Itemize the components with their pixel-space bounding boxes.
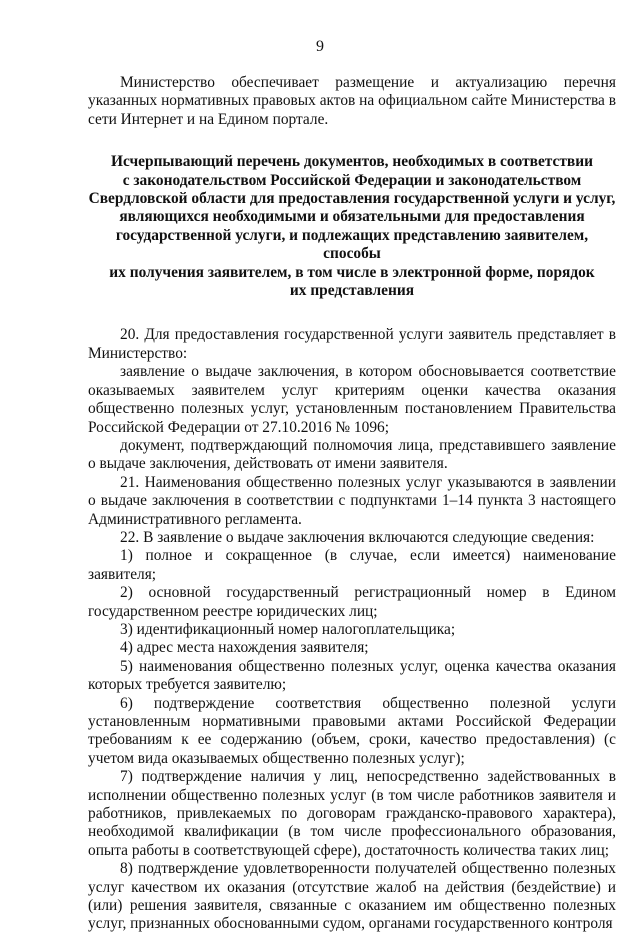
list-item-5: 5) наименования общественно полезных услуг, оценка качества оказания которых требуется заявителю; <box>88 657 616 694</box>
intro-paragraph: Министерство обеспечивает размещение и актуализацию перечня указанных нормативных правовых актов на официальном сайте Министерства в сети Интернет и на Едином портале. <box>88 74 616 128</box>
heading-line: с законодательством Российской Федерации и законодательством <box>122 171 582 189</box>
paragraph-item-20: 20. Для предоставления государственной услуги заявитель представляет в Министерство: <box>88 326 616 362</box>
list-item-7: 7) подтверждение наличия у лиц, непосредственно задействованных в исполнении общественно полезных услуг (в том числе работников заявителя и работников, привлекаемых по договорам гражданско-правового характера), необходимой квалификации (в том числе профессионального образования, опыта работы в соответствующей сфере), достаточность количества таких лиц; <box>88 768 616 859</box>
heading-line: являющихся необходимыми и обязательными для предоставления <box>119 208 585 226</box>
list-item-1: 1) полное и сокращенное (в случае, если имеется) наименование заявителя; <box>88 547 616 583</box>
section-heading <box>88 153 616 300</box>
heading-line: их получения заявителем, в том числе в электронной форме, порядок <box>109 263 595 281</box>
list-item-2: 2) основной государственный регистрационный номер в Едином государственном реестре юридических лиц; <box>88 584 616 620</box>
paragraph-application: заявление о выдаче заключения, в котором обосновывается соответствие оказываемых заявителем услуг критериям оценки качества оказания общественно полезных услуг, установленным постановлением Правительства Российской Федерации от 27.10.2016 № 1096; <box>88 363 616 436</box>
heading-line: государственной услуги, и подлежащих представлению заявителем, способы <box>115 226 589 263</box>
paragraph-authority-document: документ, подтверждающий полномочия лица, представившего заявление о выдаче заключения, действовать от имени заявителя. <box>88 436 616 473</box>
list-item-4: 4) адрес места нахождения заявителя; <box>120 639 369 657</box>
heading-line: их представления <box>289 282 415 300</box>
heading-line: Исчерпывающий перечень документов, необходимых в соответствии <box>111 153 593 171</box>
page-number: 9 <box>316 38 324 55</box>
list-item-8: 8) подтверждение удовлетворенности получателей общественно полезных услуг качеством их оказания (отсутствие жалоб на действия (бездействие) и (или) решения заявителя, связанные с оказанием им общественно полезных услуг, признанных обоснованными судом, органами государственного контроля <box>88 860 616 933</box>
paragraph-item-21: 21. Наименования общественно полезных услуг указываются в заявлении о выдаче заключения в соответствии с подпунктами 1–14 пункта 3 настоящего Административного регламента. <box>88 473 616 528</box>
document-body <box>88 74 616 934</box>
paragraph-item-22: 22. В заявление о выдаче заключения включаются следующие сведения: <box>120 528 595 546</box>
list-item-3: 3) идентификационный номер налогоплательщика; <box>120 620 456 638</box>
heading-line: Свердловской области для предоставления государственной услуги и услуг, <box>88 190 616 208</box>
list-item-6: 6) подтверждение соответствия общественно полезной услуги установленным нормативными правовыми актами Российской Федерации требованиям к ее содержанию (объем, сроки, качество предоставления) (с учетом вида оказываемых общественно полезных услуг); <box>88 694 616 767</box>
